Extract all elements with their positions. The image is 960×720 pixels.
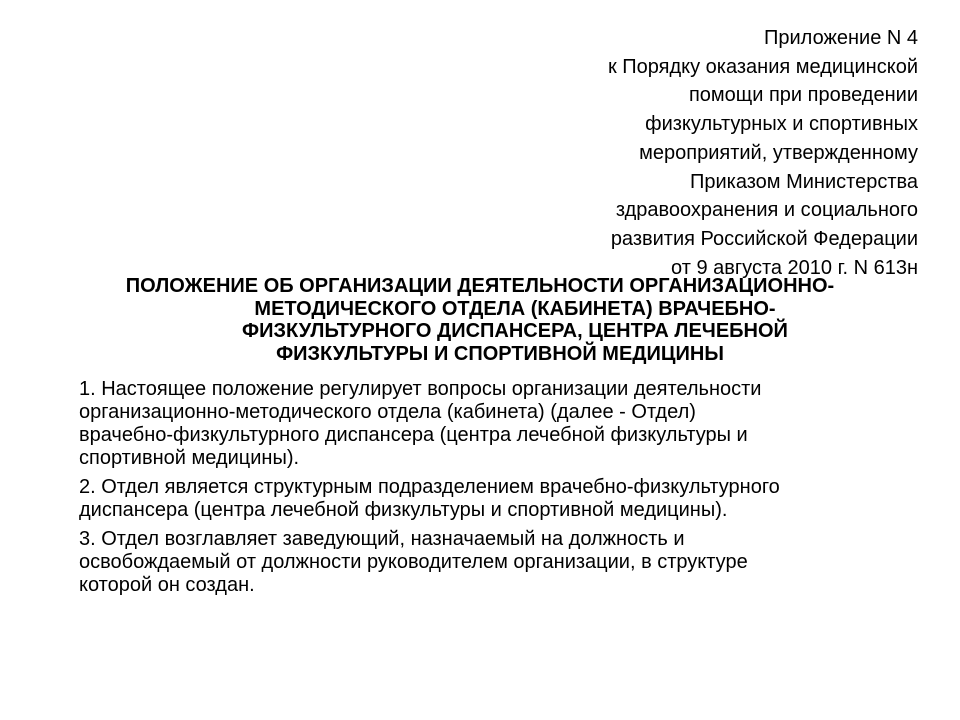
paragraph-line: спортивной медицины). xyxy=(79,447,300,469)
appendix-line: от 9 августа 2010 г. N 613н xyxy=(671,256,918,279)
appendix-line: развития Российской Федерации xyxy=(610,227,918,250)
paragraph-1 xyxy=(79,378,929,470)
appendix-line: мероприятий, утвержденному xyxy=(639,141,918,164)
paragraph-line: врачебно-физкультурного диспансера (центра лечебной физкультуры и xyxy=(79,424,748,446)
appendix-line: Приказом Министерства xyxy=(689,170,918,193)
paragraph-line: 3. Отдел возглавляет заведующий, назначаемый на должность и xyxy=(79,528,685,550)
paragraph-line: которой он создан. xyxy=(79,574,255,596)
appendix-line: помощи при проведении xyxy=(688,84,918,107)
paragraph-line: диспансера (центра лечебной физкультуры и спортивной медицины). xyxy=(79,499,728,521)
document-body xyxy=(79,378,929,603)
appendix-header xyxy=(398,24,918,282)
paragraph-line: освобождаемый от должности руководителем организации, в структуре xyxy=(79,551,748,573)
document-title xyxy=(0,275,960,365)
title-line: МЕТОДИЧЕСКОГО ОТДЕЛА (КАБИНЕТА) ВРАЧЕБНО- xyxy=(254,297,776,320)
title-line: ФИЗКУЛЬТУРНОГО ДИСПАНСЕРА, ЦЕНТРА ЛЕЧЕБНОЙ xyxy=(242,320,788,342)
appendix-line: Приложение N 4 xyxy=(764,27,918,49)
title-line: ПОЛОЖЕНИЕ ОБ ОРГАНИЗАЦИИ ДЕЯТЕЛЬНОСТИ ОРГАНИЗАЦИОННО- xyxy=(125,275,835,297)
paragraph-line: 2. Отдел является структурным подразделением врачебно-физкультурного xyxy=(79,476,780,498)
paragraph-3 xyxy=(79,528,929,597)
title-line: ФИЗКУЛЬТУРЫ И СПОРТИВНОЙ МЕДИЦИНЫ xyxy=(276,342,724,365)
appendix-line: к Порядку оказания медицинской xyxy=(607,55,918,78)
paragraph-2 xyxy=(79,476,929,522)
paragraph-line: 1. Настоящее положение регулирует вопросы организации деятельности xyxy=(79,378,762,400)
paragraph-line: организационно-методического отдела (кабинета) (далее - Отдел) xyxy=(79,401,696,423)
appendix-line: здравоохранения и социального xyxy=(615,199,918,222)
appendix-line: физкультурных и спортивных xyxy=(645,113,918,136)
